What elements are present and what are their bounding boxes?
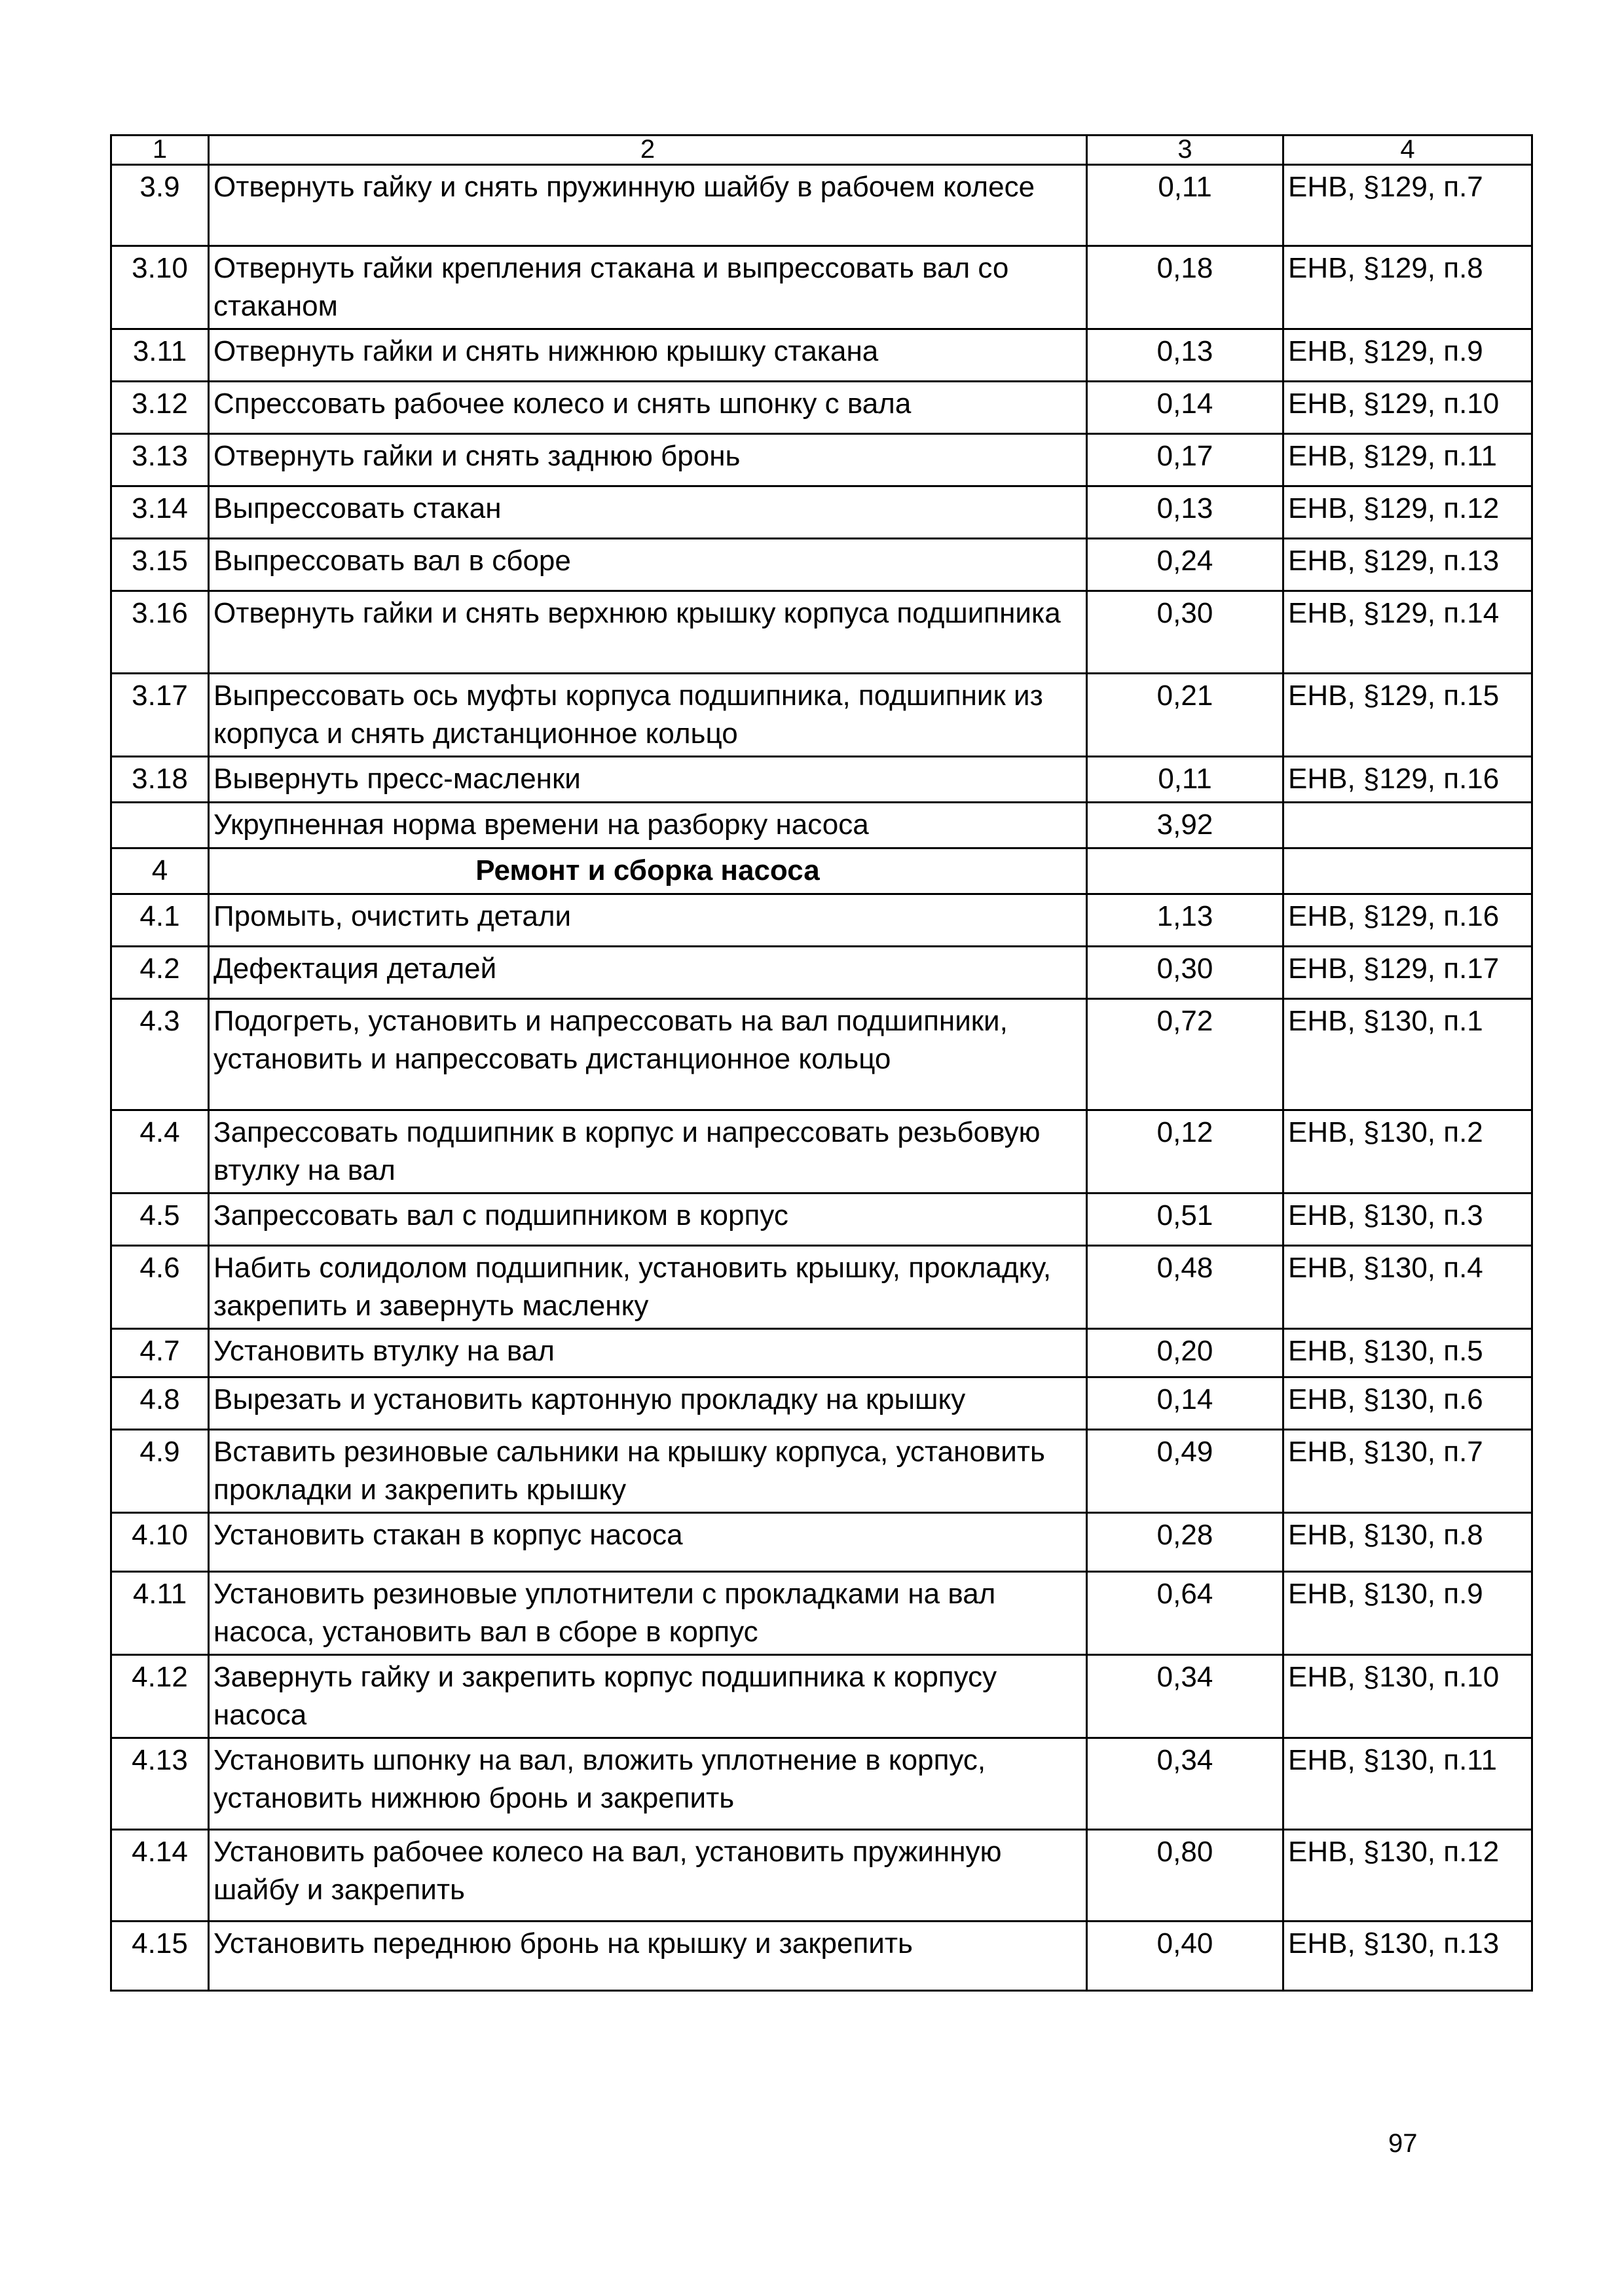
row-norm: 0,20 — [1087, 1329, 1283, 1377]
table-row — [111, 591, 1532, 674]
row-number: 3.17 — [111, 674, 209, 757]
row-norm: 3,92 — [1087, 803, 1283, 848]
table-row — [111, 1513, 1532, 1572]
row-description: Подогреть, установить и напрессовать на вал подшипники, установить и напрессовать дистанционное кольцо — [209, 999, 1087, 1110]
row-norm: 0,21 — [1087, 674, 1283, 757]
table-row — [111, 1738, 1532, 1830]
summary-row — [111, 803, 1532, 848]
table-row — [111, 1922, 1532, 1991]
header-col-1: 1 — [111, 136, 209, 165]
row-reference: ЕНВ, §129, п.10 — [1283, 382, 1532, 434]
row-description: Вставить резиновые сальники на крышку корпуса, установить прокладки и закрепить крышку — [209, 1430, 1087, 1513]
row-description: Выпрессовать вал в сборе — [209, 539, 1087, 591]
row-norm: 0,28 — [1087, 1513, 1283, 1572]
page-number: 97 — [1388, 2129, 1418, 2158]
row-norm: 0,12 — [1087, 1110, 1283, 1194]
row-norm: 0,18 — [1087, 246, 1283, 329]
table-row — [111, 947, 1532, 999]
row-norm: 0,14 — [1087, 382, 1283, 434]
row-norm: 0,48 — [1087, 1246, 1283, 1329]
header-col-2: 2 — [209, 136, 1087, 165]
row-description: Отвернуть гайки крепления стакана и выпрессовать вал со стаканом — [209, 246, 1087, 329]
row-number: 4.6 — [111, 1246, 209, 1329]
table-row — [111, 329, 1532, 382]
row-description: Выпрессовать стакан — [209, 486, 1087, 539]
table-row — [111, 1194, 1532, 1246]
row-description: Запрессовать вал с подшипником в корпус — [209, 1194, 1087, 1246]
row-reference: ЕНВ, §129, п.9 — [1283, 329, 1532, 382]
row-description: Укрупненная норма времени на разборку насоса — [209, 803, 1087, 848]
row-description: Выпрессовать ось муфты корпуса подшипника, подшипник из корпуса и снять дистанционное кольцо — [209, 674, 1087, 757]
table-header-row — [111, 136, 1532, 165]
table-row — [111, 1655, 1532, 1738]
row-number: 4.5 — [111, 1194, 209, 1246]
row-norm: 0,72 — [1087, 999, 1283, 1110]
row-description: Установить переднюю бронь на крышку и закрепить — [209, 1922, 1087, 1991]
row-number: 3.13 — [111, 434, 209, 486]
row-number: 4.9 — [111, 1430, 209, 1513]
row-description: Промыть, очистить детали — [209, 894, 1087, 947]
row-number: 3.14 — [111, 486, 209, 539]
table-row — [111, 382, 1532, 434]
row-norm: 0,51 — [1087, 1194, 1283, 1246]
row-number: 4.2 — [111, 947, 209, 999]
row-number — [111, 803, 209, 848]
row-description: Завернуть гайку и закрепить корпус подшипника к корпусу насоса — [209, 1655, 1087, 1738]
row-reference: ЕНВ, §129, п.14 — [1283, 591, 1532, 674]
row-description: Отвернуть гайку и снять пружинную шайбу в рабочем колесе — [209, 165, 1087, 246]
row-reference: ЕНВ, §129, п.13 — [1283, 539, 1532, 591]
table-row — [111, 757, 1532, 803]
table-row — [111, 539, 1532, 591]
row-reference: ЕНВ, §130, п.10 — [1283, 1655, 1532, 1738]
row-description: Вывернуть пресс-масленки — [209, 757, 1087, 803]
row-reference: ЕНВ, §129, п.15 — [1283, 674, 1532, 757]
row-number: 4.7 — [111, 1329, 209, 1377]
row-number: 4.13 — [111, 1738, 209, 1830]
row-number: 4.12 — [111, 1655, 209, 1738]
table-row — [111, 1377, 1532, 1430]
row-reference: ЕНВ, §130, п.8 — [1283, 1513, 1532, 1572]
table-row — [111, 434, 1532, 486]
table-row — [111, 1430, 1532, 1513]
row-description: Установить втулку на вал — [209, 1329, 1087, 1377]
row-reference: ЕНВ, §130, п.1 — [1283, 999, 1532, 1110]
row-number: 4.3 — [111, 999, 209, 1110]
table-row — [111, 165, 1532, 246]
section-title: Ремонт и сборка насоса — [209, 848, 1087, 894]
row-norm: 0,80 — [1087, 1830, 1283, 1922]
row-norm: 0,30 — [1087, 947, 1283, 999]
row-description: Установить рабочее колесо на вал, установить пружинную шайбу и закрепить — [209, 1830, 1087, 1922]
section-number: 4 — [111, 848, 209, 894]
row-reference: ЕНВ, §130, п.11 — [1283, 1738, 1532, 1830]
table-row — [111, 674, 1532, 757]
row-description: Отвернуть гайки и снять нижнюю крышку стакана — [209, 329, 1087, 382]
row-norm — [1087, 848, 1283, 894]
table-row — [111, 1830, 1532, 1922]
row-number: 3.16 — [111, 591, 209, 674]
row-reference: ЕНВ, §130, п.12 — [1283, 1830, 1532, 1922]
row-number: 3.18 — [111, 757, 209, 803]
row-reference: ЕНВ, §129, п.7 — [1283, 165, 1532, 246]
row-reference: ЕНВ, §130, п.7 — [1283, 1430, 1532, 1513]
row-norm: 0,30 — [1087, 591, 1283, 674]
table-row — [111, 999, 1532, 1110]
row-norm: 0,40 — [1087, 1922, 1283, 1991]
row-number: 4.14 — [111, 1830, 209, 1922]
row-reference: ЕНВ, §130, п.5 — [1283, 1329, 1532, 1377]
row-norm: 0,11 — [1087, 757, 1283, 803]
row-description: Отвернуть гайки и снять заднюю бронь — [209, 434, 1087, 486]
row-reference: ЕНВ, §129, п.12 — [1283, 486, 1532, 539]
row-number: 4.10 — [111, 1513, 209, 1572]
row-norm: 1,13 — [1087, 894, 1283, 947]
row-number: 4.8 — [111, 1377, 209, 1430]
table-row — [111, 894, 1532, 947]
row-reference: ЕНВ, §130, п.13 — [1283, 1922, 1532, 1991]
row-norm: 0,13 — [1087, 329, 1283, 382]
row-reference: ЕНВ, §129, п.8 — [1283, 246, 1532, 329]
row-number: 3.11 — [111, 329, 209, 382]
row-norm: 0,34 — [1087, 1738, 1283, 1830]
row-norm: 0,34 — [1087, 1655, 1283, 1738]
row-reference: ЕНВ, §130, п.2 — [1283, 1110, 1532, 1194]
row-number: 3.9 — [111, 165, 209, 246]
row-norm: 0,13 — [1087, 486, 1283, 539]
row-norm: 0,24 — [1087, 539, 1283, 591]
row-description: Запрессовать подшипник в корпус и напрессовать резьбовую втулку на вал — [209, 1110, 1087, 1194]
row-reference: ЕНВ, §130, п.6 — [1283, 1377, 1532, 1430]
row-description: Набить солидолом подшипник, установить крышку, прокладку, закрепить и завернуть масленку — [209, 1246, 1087, 1329]
table-row — [111, 246, 1532, 329]
header-col-3: 3 — [1087, 136, 1283, 165]
table-row — [111, 486, 1532, 539]
row-reference — [1283, 848, 1532, 894]
table-row — [111, 1329, 1532, 1377]
row-number: 3.15 — [111, 539, 209, 591]
row-reference: ЕНВ, §130, п.3 — [1283, 1194, 1532, 1246]
row-number: 3.10 — [111, 246, 209, 329]
row-reference: ЕНВ, §130, п.9 — [1283, 1572, 1532, 1655]
row-description: Вырезать и установить картонную прокладку на крышку — [209, 1377, 1087, 1430]
row-reference — [1283, 803, 1532, 848]
row-norm: 0,14 — [1087, 1377, 1283, 1430]
row-description: Установить резиновые уплотнители с прокладками на вал насоса, установить вал в сборе в корпус — [209, 1572, 1087, 1655]
header-col-4: 4 — [1283, 136, 1532, 165]
row-number: 4.1 — [111, 894, 209, 947]
table-row — [111, 1246, 1532, 1329]
norms-table — [110, 134, 1533, 1992]
row-reference: ЕНВ, §129, п.11 — [1283, 434, 1532, 486]
table-row — [111, 1110, 1532, 1194]
row-norm: 0,17 — [1087, 434, 1283, 486]
row-norm: 0,64 — [1087, 1572, 1283, 1655]
row-number: 3.12 — [111, 382, 209, 434]
row-description: Отвернуть гайки и снять верхнюю крышку корпуса подшипника — [209, 591, 1087, 674]
row-reference: ЕНВ, §129, п.16 — [1283, 894, 1532, 947]
row-description: Спрессовать рабочее колесо и снять шпонку с вала — [209, 382, 1087, 434]
row-number: 4.4 — [111, 1110, 209, 1194]
row-number: 4.15 — [111, 1922, 209, 1991]
row-description: Установить стакан в корпус насоса — [209, 1513, 1087, 1572]
row-description: Установить шпонку на вал, вложить уплотнение в корпус, установить нижнюю бронь и закрепить — [209, 1738, 1087, 1830]
row-norm: 0,11 — [1087, 165, 1283, 246]
row-reference: ЕНВ, §130, п.4 — [1283, 1246, 1532, 1329]
row-reference: ЕНВ, §129, п.16 — [1283, 757, 1532, 803]
row-description: Дефектация деталей — [209, 947, 1087, 999]
section-heading-row — [111, 848, 1532, 894]
row-reference: ЕНВ, §129, п.17 — [1283, 947, 1532, 999]
row-norm: 0,49 — [1087, 1430, 1283, 1513]
table-row — [111, 1572, 1532, 1655]
row-number: 4.11 — [111, 1572, 209, 1655]
